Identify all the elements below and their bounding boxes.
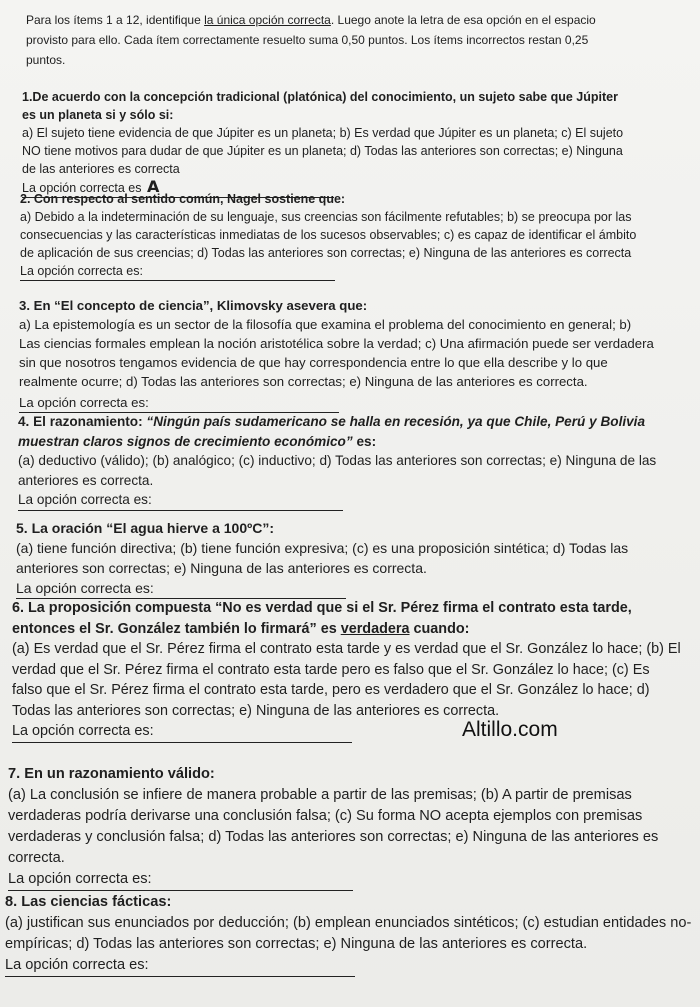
- answer-label: La opción correcta es:: [20, 264, 143, 278]
- question-6-title: [12, 598, 682, 639]
- question-5: [16, 518, 678, 599]
- question-3-title: 3. En “El concepto de ciencia”, Klimovsky asevera que:: [19, 298, 368, 313]
- watermark-logo: Altillo.com: [462, 718, 558, 741]
- question-6-options: (a) Es verdad que el Sr. Pérez firma el contrato esta tarde y es verdad que el Sr. González lo hace; (b) El verdad que el Sr. Pérez firma el contrato esta tarde pero es falso que el Sr. González lo hace; (c) Es falso que el Sr. Pérez firma el contrato esta tarde, pero es verdadero que el Sr. González lo hace; d) Todas las anteriores son correctas; e) Ninguna de las anteriores es correcta.: [12, 641, 681, 719]
- answer-label: La opción correcta es: [22, 181, 142, 195]
- question-7-title: 7. En un razonamiento válido:: [8, 766, 215, 782]
- question-2-title: 2. Con respecto al sentido común, Nagel sostiene que:: [20, 192, 346, 206]
- question-6: [12, 598, 682, 743]
- question-8-options: (a) justifican sus enunciados por deducción; (b) emplean enunciados sintéticos; (c) estudian entidades no-empíricas; d) Todas las anteriores son correctas; e) Ninguna de las anteriores es correcta.: [5, 915, 692, 952]
- question-1-title: 1.De acuerdo con la concepción tradicional (platónica) del conocimiento, un sujeto sabe que Júpiter es un planeta si y sólo si:: [22, 90, 618, 122]
- answer-label: La opción correcta es:: [18, 492, 152, 507]
- question-7: [8, 764, 688, 891]
- answer-label: La opción correcta es:: [5, 957, 149, 973]
- question-7-options: (a) La conclusión se infiere de manera probable a partir de las premisas; (b) A partir de premisas verdaderas podría derivarse una conclusión falsa; (c) Su forma NO acepta ejemplos con premisas verdaderas y conclusión falsa; d) Todas las anteriores son correctas; e) Ninguna de las anteriores es correcta.: [8, 787, 659, 866]
- question-4-title-start: 4. El razonamiento:: [18, 414, 147, 429]
- question-2-options: a) Debido a la indeterminación de su lenguaje, sus creencias son fácilmente refutables; b) se preocupa por las consecuencias y las características inmediatas de los sucesos observables; c) es capaz de identificar el ámbito de aplicación de sus creencias; d) Todas las anteriores son correctas; e) Ninguna de las anteriores es correcta: [20, 210, 637, 260]
- question-3-options: a) La epistemología es un sector de la filosofía que examina el problema del conocimiento en general; b) Las ciencias formales emplean la noción aristotélica sobre la verdad; c) Una afirmación puede ser verdadera sin que nosotros tengamos evidencia de que hay correspondencia entre lo que ella describe y lo que realmente ocurre; d) Todas las anteriores son correctas; e) Ninguna de las anteriores es correcta.: [19, 317, 654, 389]
- answer-label: La opción correcta es:: [8, 871, 152, 887]
- instructions-text-end: . Luego anote la letra de esa opción en el espacio provisto para ello. Cada ítem correctamente resuelto suma 0,50 puntos. Los ítems incorrectos restan 0,25 puntos.: [26, 13, 596, 67]
- question-5-title: 5. La oración “El agua hierve a 100ºC”:: [16, 520, 274, 536]
- question-4-answer: [18, 490, 668, 511]
- question-6-underlined-word: verdadera: [340, 620, 410, 637]
- answer-line: [18, 490, 343, 511]
- answer-label: La opción correcta es:: [19, 395, 149, 410]
- question-5-options: (a) tiene función directiva; (b) tiene función expresiva; (c) es una proposición sintética; d) Todas las anteriores son correctas; e) Ninguna de las anteriores es correcta.: [16, 540, 629, 576]
- question-4-quoted-argument: “Ningún país sudamericano se halla en recesión, ya que Chile, Perú y Bolivia muestran claros signos de crecimiento económico”: [18, 414, 646, 449]
- question-3: [19, 296, 655, 413]
- question-6-answer: [12, 721, 682, 743]
- answer-label: La opción correcta es:: [16, 580, 154, 596]
- question-4: [18, 412, 668, 511]
- answer-line: [16, 578, 346, 599]
- question-8-title: 8. Las ciencias fácticas:: [5, 894, 172, 910]
- handwritten-answer: A: [147, 177, 160, 196]
- question-4-title-end: es:: [352, 433, 377, 449]
- instructions-text-start: Para los ítems 1 a 12, identifique: [26, 13, 205, 27]
- question-2: [20, 190, 642, 281]
- question-5-answer: [16, 578, 678, 599]
- question-6-title-end: cuando:: [409, 620, 470, 637]
- question-4-options: (a) deductivo (válido); (b) analógico; (c) inductivo; d) Todas las anteriores son correctas; e) Ninguna de las anteriores es correcta.: [18, 453, 657, 488]
- answer-label: La opción correcta es:: [12, 723, 154, 739]
- question-6-title-start: 6. La proposición compuesta “No es verdad que si el Sr. Pérez firma el contrato esta tarde, entonces el Sr. González también lo firmará” es: [12, 600, 632, 637]
- question-2-answer: [20, 262, 642, 281]
- answer-line: [20, 262, 335, 281]
- question-8: [5, 892, 693, 977]
- question-1: [22, 88, 634, 198]
- instructions-underlined: la única opción correcta: [204, 13, 331, 27]
- question-7-answer: [8, 869, 688, 891]
- answer-line: [8, 869, 353, 891]
- answer-line: [12, 721, 352, 743]
- instructions-paragraph: [26, 10, 626, 70]
- question-1-options: a) El sujeto tiene evidencia de que Júpiter es un planeta; b) Es verdad que Júpiter es un planeta; c) El sujeto NO tiene motivos para dudar de que Júpiter es un planeta; d) Todas las anteriores son correctas; e) Ninguna de las anteriores es correcta: [22, 126, 624, 176]
- question-8-answer: [5, 955, 693, 977]
- question-4-title: [18, 412, 668, 451]
- answer-line: [19, 393, 339, 413]
- answer-line: [5, 955, 355, 977]
- question-3-answer: [19, 393, 655, 413]
